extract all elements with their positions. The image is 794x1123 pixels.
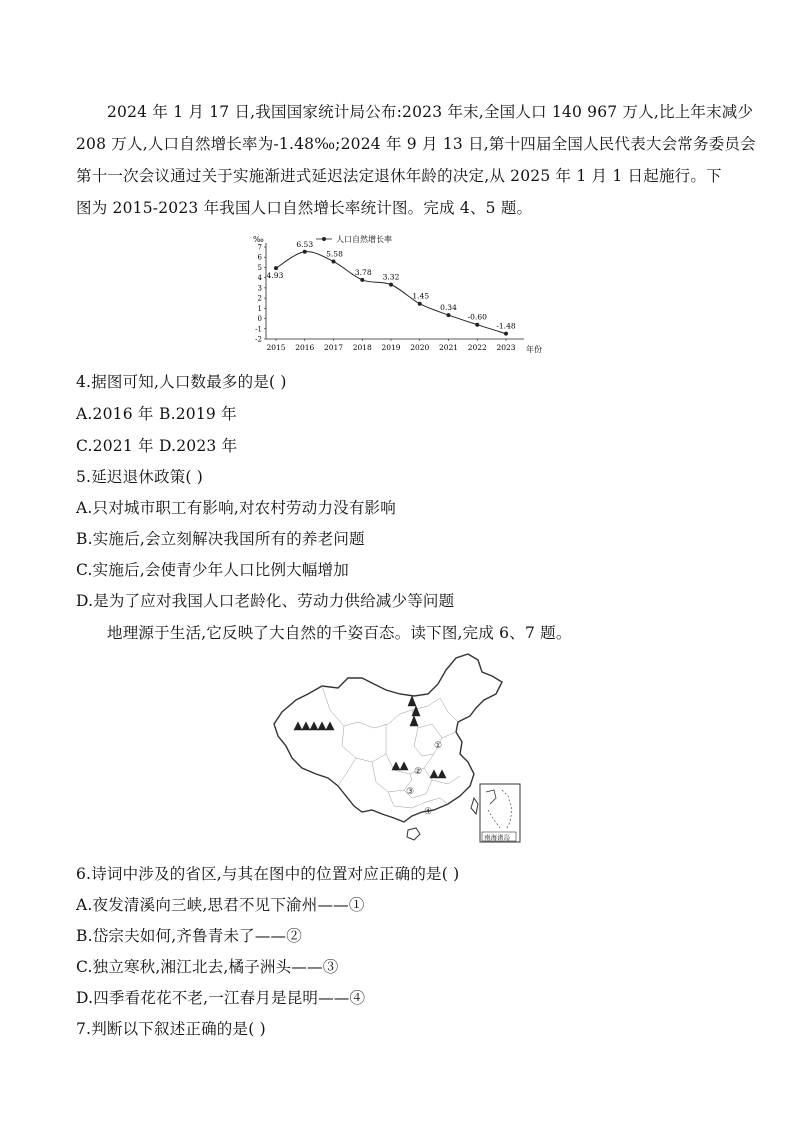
data-label: 3.78 <box>354 267 372 277</box>
taiwan-island <box>471 798 478 814</box>
x-tick-label: 2017 <box>323 343 344 352</box>
q5-option-c[interactable]: C.实施后,会使青少年人口比例大幅增加 <box>76 561 349 579</box>
intro-line-4: 图为 2015-2023 年我国人口自然增长率统计图。完成 4、5 题。 <box>76 199 533 217</box>
data-label: -1.48 <box>496 321 516 331</box>
q7-stem: 7.判断以下叙述正确的是( ) <box>76 1020 266 1038</box>
x-tick-label: 2018 <box>352 343 372 352</box>
data-point <box>447 313 451 317</box>
y-tick-label: -2 <box>255 335 262 344</box>
population-growth-chart <box>250 230 550 358</box>
x-tick-label: 2021 <box>438 343 459 352</box>
legend-label: 人口自然增长率 <box>336 235 392 244</box>
data-label: 0.34 <box>440 303 457 313</box>
q6-option-d[interactable]: D.四季看花花不老,一江春月是昆明——④ <box>76 989 366 1007</box>
x-tick-label: 2020 <box>410 343 430 352</box>
q5-option-b[interactable]: B.实施后,会立刻解决我国所有的养老问题 <box>76 530 365 548</box>
hainan-island <box>407 828 420 840</box>
q4-option-b[interactable]: B.2019 年 <box>159 405 237 423</box>
data-point <box>274 266 278 270</box>
intro-line-1: 2024 年 1 月 17 日,我国国家统计局公布:2023 年末,全国人口 140 967 万人,比上年末减少 <box>107 103 754 121</box>
intro-line-2: 208 万人,人口自然增长率为-1.48‰;2024 年 9 月 13 日,第十四届全国人民代表大会常务委员会 <box>76 135 756 153</box>
q6-option-b[interactable]: B.岱宗夫如何,齐鲁青未了——② <box>76 927 302 945</box>
data-point <box>418 302 422 306</box>
south-china-sea-inset <box>480 784 520 842</box>
x-tick-label: 2015 <box>266 343 286 352</box>
q6-option-a[interactable]: A.夜发清溪向三峡,思君不见下渝州——① <box>76 896 365 914</box>
x-tick-label: 2022 <box>467 343 487 352</box>
intro-line-3: 第十一次会议通过关于实施渐进式延迟法定退休年龄的决定,从 2025 年 1 月 1 日起施行。下 <box>76 167 722 185</box>
marker-2: ② <box>414 767 423 777</box>
y-tick-label: 4 <box>257 274 262 283</box>
y-tick-label: 2 <box>257 294 262 303</box>
x-tick-label: 2019 <box>381 343 401 352</box>
data-label: 3.32 <box>382 272 400 282</box>
inset-label: 南海诸岛 <box>484 833 510 842</box>
china-map <box>262 650 524 848</box>
y-tick-label: -1 <box>255 325 262 334</box>
q6-option-c[interactable]: C.独立寒秋,湘江北去,橘子洲头——③ <box>76 958 339 976</box>
q6-stem: 6.诗词中涉及的省区,与其在图中的位置对应正确的是( ) <box>76 865 460 883</box>
legend-marker <box>322 237 326 241</box>
y-tick-label: 7 <box>257 243 262 252</box>
data-label: -0.60 <box>467 312 487 322</box>
y-tick-label: 6 <box>257 253 262 262</box>
x-tick-label: 2023 <box>496 343 516 352</box>
marker-1: ① <box>434 741 443 751</box>
intro-2: 地理源于生活,它反映了大自然的千姿百态。读下图,完成 6、7 题。 <box>107 624 572 642</box>
x-unit-label: 年份 <box>526 345 542 354</box>
data-point <box>303 250 307 254</box>
y-unit-label: ‰ <box>253 235 264 244</box>
q4-stem: 4.据图可知,人口数最多的是( ) <box>76 373 287 391</box>
marker-3: ③ <box>406 787 415 797</box>
data-point <box>504 332 508 336</box>
y-tick-label: 3 <box>257 284 262 293</box>
q5-option-d[interactable]: D.是为了应对我国人口老龄化、劳动力供给减少等问题 <box>76 592 455 610</box>
y-tick-label: 1 <box>257 304 262 313</box>
y-tick-label: 5 <box>257 263 262 272</box>
mountain-symbols <box>294 696 446 778</box>
chart-legend <box>316 234 392 244</box>
data-point <box>360 278 364 282</box>
data-label: 1.45 <box>412 291 430 301</box>
data-point <box>475 323 479 327</box>
marker-4: ④ <box>424 807 433 817</box>
y-tick-label: 0 <box>257 315 262 324</box>
q5-option-a[interactable]: A.只对城市职工有影响,对农村劳动力没有影响 <box>76 499 396 517</box>
country-outline <box>274 654 502 822</box>
data-point <box>332 260 336 264</box>
q4-option-d[interactable]: D.2023 年 <box>159 437 238 455</box>
x-tick-label: 2016 <box>295 343 315 352</box>
q4-option-c[interactable]: C.2021 年 <box>76 437 154 455</box>
data-point <box>389 283 393 287</box>
q5-stem: 5.延迟退休政策( ) <box>76 468 204 486</box>
data-label: 5.58 <box>326 249 343 259</box>
q4-option-a[interactable]: A.2016 年 <box>76 405 154 423</box>
data-label: 6.53 <box>296 239 314 249</box>
data-label: 4.93 <box>266 271 284 281</box>
